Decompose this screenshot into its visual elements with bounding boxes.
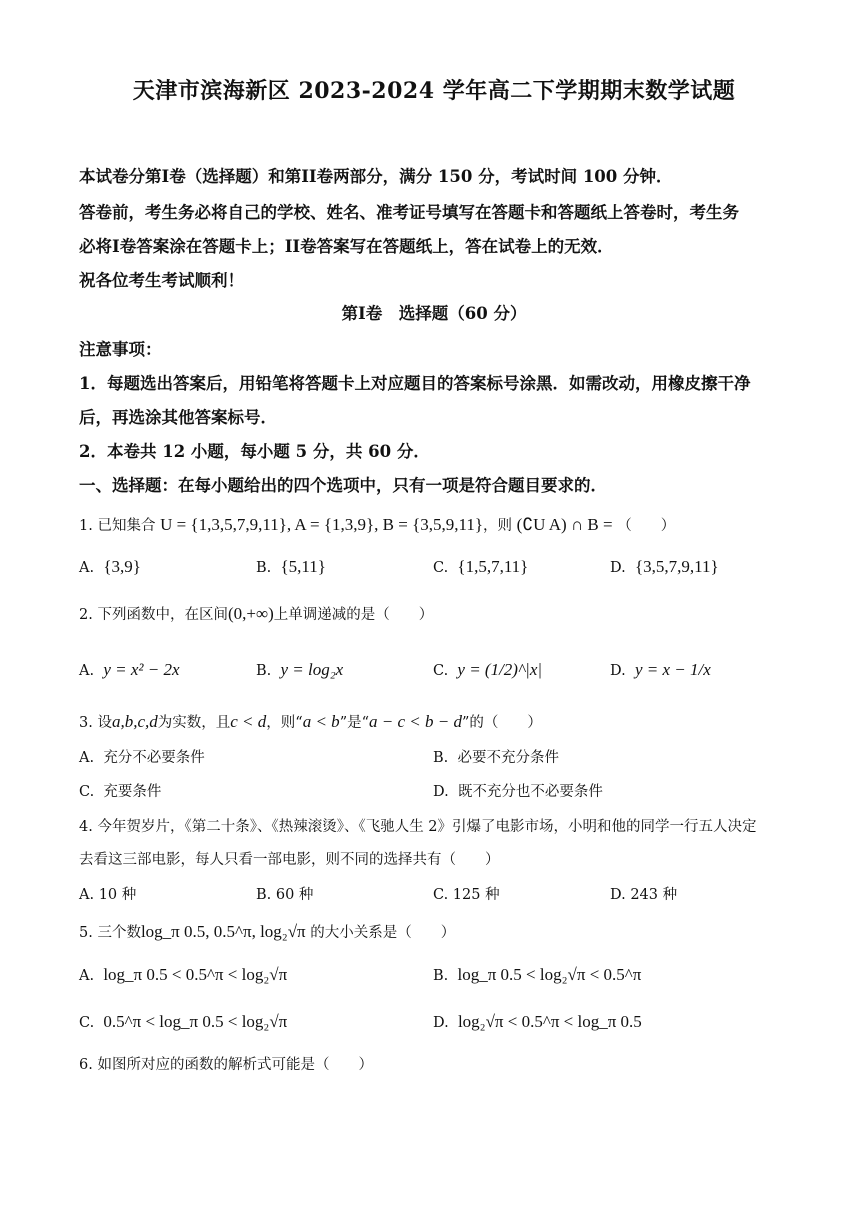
q4-option-c: C. 125 种 [433,887,500,903]
q1-sets: U = {1,3,5,7,9,11}, A = {1,3,9}, B = {3,5,9,11} [160,515,484,534]
section-title: 第I卷 选择题（60 分） [341,304,527,323]
intro-line-4: 祝各位考生考试顺利！ [79,271,244,290]
q4-option-b: B. 60 种 [256,887,314,903]
q3-option-c: C. 充要条件 [79,784,162,800]
q1-option-a: A. {3,9} [79,557,141,576]
q2-interval: (0,+∞) [227,604,274,623]
intro-line-2: 答卷前，考生务必将自己的学校、姓名、准考证号填写在答题卡和答题纸上答卷时，考生务 [79,203,739,222]
intro-line-3: 必将I卷答案涂在答题卡上；II卷答案写在答题纸上，答在试卷上的无效． [79,237,614,256]
q3-option-d: D. 既不充分也不必要条件 [433,784,603,800]
q1-blank: （ ） [617,518,676,534]
q2-option-d: D. y = x − 1/x [610,660,711,679]
question-4-stem-line-1: 4. 今年贺岁片，《第二十条》、《热辣滚烫》、《飞驰人生 2》引爆了电影市场，小明和他的同学一行五人决定 [79,819,757,835]
q1-option-d: D. {3,5,7,9,11} [610,557,719,576]
q1-prefix: 1. 已知集合 [79,518,156,534]
intro-line-1: 本试卷分第I卷（选择题）和第II卷两部分，满分 150 分，考试时间 100 分钟． [79,167,673,186]
q3-option-b: B. 必要不充分条件 [433,750,559,766]
q5-option-a: A. log_π 0.5 < 0.5^π < log₂√π [79,965,288,984]
note-line-1: 1．每题选出答案后，用铅笔将答题卡上对应题目的答案标号涂黑．如需改动，用橡皮擦干净 [79,374,751,393]
question-5-stem: 5. 三个数log_π 0.5, 0.5^π, log₂√π 的大小关系是（ ） [79,922,456,941]
part-heading: 一、选择题：在每小题给出的四个选项中，只有一项是符合题目要求的． [79,476,607,495]
page-title: 天津市滨海新区 2023-2024 学年高二下学期期末数学试题 [132,78,736,104]
q1-mid: ，则 [483,518,513,534]
q5-option-b: B. log_π 0.5 < log₂√π < 0.5^π [433,965,642,984]
q4-option-d: D. 243 种 [610,887,678,903]
q3-option-a: A. 充分不必要条件 [79,750,205,766]
note-line-3: 2．本卷共 12 小题，每小题 5 分，共 60 分． [79,442,430,461]
question-6-stem: 6. 如图所对应的函数的解析式可能是（ ） [79,1057,373,1073]
question-4-stem-line-2: 去看这三部电影，每人只看一部电影，则不同的选择共有（ ） [79,852,500,868]
notes-heading: 注意事项： [79,340,162,359]
q5-option-d: D. log₂√π < 0.5^π < log_π 0.5 [433,1012,642,1031]
q2-option-c: C. y = (1/2)^|x| [433,660,543,679]
q4-option-a: A. 10 种 [79,887,137,903]
q5-option-c: C. 0.5^π < log_π 0.5 < log₂√π [79,1012,288,1031]
question-2-stem: 2. 下列函数中，在区间(0,+∞)上单调递减的是（ ） [79,604,434,623]
note-line-2: 后，再选涂其他答案标号． [79,408,277,427]
question-1-stem [79,514,675,535]
q2-option-a: A. y = x² − 2x [79,660,180,679]
question-3-stem: 3. 设a,b,c,d为实数，且c < d，则“a < b”是“a − c < b − d”的（ ） [79,712,542,731]
q2-option-b: B. y = log₂x [256,660,344,679]
q1-option-c: C. {1,5,7,11} [433,557,529,576]
q1-expr: (∁U A) ∩ B = [516,515,613,534]
q1-option-b: B. {5,11} [256,557,326,576]
